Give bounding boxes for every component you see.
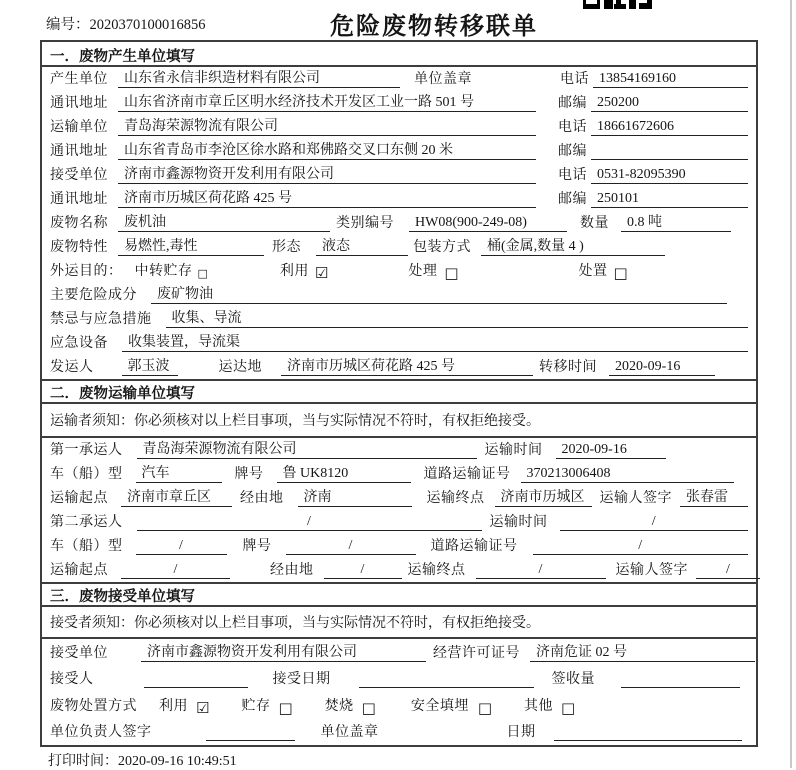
taboo-value: 收集、导流 — [166, 307, 749, 328]
receiver-phone-label: 电话 — [558, 168, 587, 183]
receiver-zip-value: 250101 — [591, 191, 748, 208]
road-permit2-value: / — [533, 538, 749, 555]
section3-header: 三．废物接受单位填写 — [42, 582, 756, 607]
row-acceptor — [42, 666, 756, 693]
transporter-phone-value: 18661672606 — [591, 119, 748, 136]
transfer-time-label: 转移时间 — [539, 360, 597, 375]
row-accept-unit — [42, 639, 756, 666]
purpose-option-treat: 处理 — [408, 264, 438, 279]
vehicle-type1-value: 汽车 — [136, 462, 222, 483]
row-vehicle2 — [42, 534, 756, 558]
waste-name-label: 废物名称 — [50, 216, 108, 231]
business-license-label: 经营许可证号 — [433, 645, 520, 661]
signed-quantity-value — [621, 687, 740, 688]
row-hazard-components — [42, 283, 756, 307]
print-time: 打印时间：2020-09-16 10:49:51 — [48, 754, 237, 769]
accept-date-value — [359, 687, 534, 688]
producer-zip-label: 邮编 — [558, 96, 587, 111]
doc-number-value: 2020370100016856 — [89, 17, 206, 33]
sign-date-value — [554, 740, 742, 741]
equipment-value: 收集装置，导流渠 — [122, 331, 748, 352]
purpose-option-storage: 中转贮存 — [134, 264, 193, 279]
route1-sign-label: 运输人签字 — [599, 491, 672, 506]
unit-seal2-label: 单位盖章 — [320, 725, 379, 740]
transporter-zip-value — [591, 159, 748, 160]
producer-label: 产生单位 — [50, 72, 108, 87]
receiver-value: 济南市鑫源物资开发利用有限公司 — [118, 163, 536, 184]
route2-start-value: / — [121, 562, 230, 579]
page-edge-divider — [790, 0, 792, 768]
form-state-value: 液态 — [316, 235, 408, 256]
transporter-phone-label: 电话 — [558, 120, 587, 135]
quantity-value: 0.8 吨 — [621, 211, 731, 232]
dispatcher-label: 发运人 — [50, 360, 94, 375]
producer-address-label: 通讯地址 — [50, 96, 108, 111]
receiver-notice-text: 接受者须知：你必须核对以上栏目事项，当与实际情况不符时，有权拒绝接受。 — [50, 616, 540, 631]
route2-via-value: / — [324, 562, 402, 579]
row-route1 — [42, 486, 756, 510]
row-first-carrier — [42, 438, 756, 462]
row-producer-address — [42, 91, 756, 115]
receiver-address-value: 济南市历城区荷花路 425 号 — [118, 187, 536, 208]
transfer-form — [40, 40, 758, 747]
transporter-zip-label: 邮编 — [558, 144, 587, 159]
producer-phone-label: 电话 — [560, 72, 589, 87]
hazard-label: 主要危险成分 — [50, 288, 137, 303]
acceptor-value — [144, 687, 248, 688]
route1-end-value: 济南市历城区 — [495, 486, 592, 507]
row-emergency-equipment — [42, 331, 756, 355]
transporter-address-value: 山东省青岛市李沧区徐水路和郑佛路交叉口东侧 20 米 — [118, 139, 536, 160]
route2-end-value: / — [476, 562, 606, 579]
doc-number — [46, 13, 206, 34]
second-carrier-value: / — [137, 514, 482, 531]
plate2-value: / — [286, 538, 416, 555]
row-waste-attributes — [42, 235, 756, 259]
acceptor-label: 接受人 — [50, 672, 94, 687]
row-responsible-signature — [42, 719, 756, 746]
accept-date-label: 接受日期 — [272, 672, 331, 687]
transfer-time-value: 2020-09-16 — [609, 359, 715, 376]
road-permit1-value: 370213006408 — [521, 466, 734, 483]
business-license-value: 济南危证 02 号 — [530, 641, 755, 662]
row-second-carrier — [42, 510, 756, 534]
checkbox-utilize-checked: ☑ — [314, 264, 329, 282]
taboo-label: 禁忌与应急措施 — [50, 312, 152, 327]
receiver-address-label: 通讯地址 — [50, 192, 108, 207]
plate2-label: 牌号 — [242, 539, 272, 554]
row-dispatcher — [42, 355, 756, 379]
purpose-label: 外运目的： — [50, 264, 123, 279]
route2-sign-value: / — [696, 562, 760, 579]
route1-start-value: 济南市章丘区 — [121, 486, 232, 507]
receiver-phone-value: 0531-82095390 — [591, 167, 748, 184]
plate1-value: 鲁 UK8120 — [277, 462, 411, 483]
row-receiver — [42, 163, 756, 187]
waste-name-value: 废机油 — [118, 211, 330, 232]
vehicle-type2-value: / — [136, 538, 227, 555]
checkbox-disposal-store-unchecked: □ — [278, 698, 293, 717]
dispatcher-value: 郭玉波 — [122, 355, 178, 376]
row-disposal-method — [42, 692, 756, 719]
row-vehicle1 — [42, 462, 756, 486]
row-route2 — [42, 558, 756, 582]
first-carrier-value: 青岛海荣源物流有限公司 — [137, 438, 477, 459]
receiver-zip-label: 邮编 — [558, 192, 587, 207]
equipment-label: 应急设备 — [50, 336, 108, 351]
checkbox-disposal-incinerate-unchecked: □ — [361, 698, 376, 717]
transport-time1-label: 运输时间 — [484, 443, 543, 458]
waste-attr-value: 易燃性,毒性 — [118, 235, 264, 256]
route2-sign-label: 运输人签字 — [615, 563, 688, 578]
transport-time2-value: / — [560, 514, 749, 531]
producer-value: 山东省永信非织造材料有限公司 — [118, 67, 400, 88]
plate1-label: 牌号 — [234, 467, 264, 482]
waste-attr-label: 废物特性 — [50, 240, 108, 255]
row-transporter-address — [42, 139, 756, 163]
checkbox-disposal-landfill-unchecked: □ — [477, 698, 493, 717]
receiver-label: 接受单位 — [50, 168, 108, 183]
disposal-option-incinerate: 焚烧 — [324, 698, 354, 714]
checkbox-disposal-other-unchecked: □ — [561, 698, 576, 717]
disposal-method-label: 废物处置方式 — [50, 698, 137, 714]
sign-date-label: 日期 — [506, 725, 536, 740]
receiver-notice — [42, 607, 756, 639]
page-title: 危险废物转移联单 — [330, 13, 538, 40]
route1-sign-value: 张春雷 — [680, 486, 748, 507]
purpose-option-dispose: 处置 — [578, 264, 608, 279]
purpose-option-utilize: 利用 — [279, 264, 309, 279]
responsible-sign-label: 单位负责人签字 — [50, 725, 152, 740]
first-carrier-label: 第一承运人 — [50, 443, 123, 458]
quantity-label: 数量 — [580, 216, 609, 231]
destination-label: 运达地 — [218, 360, 262, 375]
category-code-label: 类别编号 — [336, 216, 394, 231]
second-carrier-label: 第二承运人 — [50, 515, 123, 530]
row-producer — [42, 67, 756, 91]
checkbox-treat-unchecked: □ — [444, 264, 459, 282]
disposal-option-other: 其他 — [524, 698, 554, 714]
vehicle-type2-label: 车（船）型 — [50, 539, 123, 554]
row-waste-name — [42, 211, 756, 235]
row-transfer-purpose — [42, 259, 756, 283]
row-taboo-measures — [42, 307, 756, 331]
signed-quantity-label: 签收量 — [551, 672, 595, 687]
producer-phone-value: 13854169160 — [593, 71, 748, 88]
route1-end-label: 运输终点 — [426, 491, 485, 506]
qr-code-fragment-icon — [583, 0, 653, 9]
packaging-label: 包装方式 — [413, 240, 471, 255]
row-transporter — [42, 115, 756, 139]
route1-via-label: 经由地 — [240, 491, 284, 506]
form-state-label: 形态 — [272, 240, 301, 255]
unit-seal-label: 单位盖章 — [414, 72, 472, 87]
transport-time1-value: 2020-09-16 — [556, 442, 666, 459]
transporter-notice-text: 运输者须知：你必须核对以上栏目事项，当与实际情况不符时，有权拒绝接受。 — [50, 414, 540, 429]
disposal-option-store: 贮存 — [241, 698, 271, 714]
disposal-option-landfill: 安全填埋 — [410, 698, 469, 714]
producer-address-value: 山东省济南市章丘区明水经济技术开发区工业一路 501 号 — [118, 91, 536, 112]
responsible-sign-value — [206, 740, 295, 741]
route2-end-label: 运输终点 — [407, 563, 466, 578]
row-receiver-address — [42, 187, 756, 211]
route1-via-value: 济南 — [298, 486, 412, 507]
section1-header: 一．废物产生单位填写 — [42, 42, 756, 67]
transporter-label: 运输单位 — [50, 120, 108, 135]
vehicle-type1-label: 车（船）型 — [50, 467, 123, 482]
transporter-address-label: 通讯地址 — [50, 144, 108, 159]
checkbox-disposal-utilize-checked: ☑ — [196, 698, 210, 717]
hazard-value: 废矿物油 — [151, 283, 727, 304]
route1-start-label: 运输起点 — [50, 491, 108, 506]
packaging-value: 桶(金属,数量 4 ) — [481, 235, 665, 256]
checkbox-dispose-unchecked: □ — [613, 264, 628, 282]
road-permit2-label: 道路运输证号 — [430, 539, 518, 554]
transport-time2-label: 运输时间 — [489, 515, 548, 530]
disposal-option-utilize: 利用 — [159, 698, 188, 714]
transporter-notice — [42, 404, 756, 438]
doc-number-label: 编号： — [46, 17, 90, 33]
route2-start-label: 运输起点 — [50, 563, 108, 578]
producer-zip-value: 250200 — [591, 95, 748, 112]
destination-value: 济南市历城区荷花路 425 号 — [281, 355, 533, 376]
section2-header: 二．废物运输单位填写 — [42, 379, 756, 404]
route2-via-label: 经由地 — [270, 563, 314, 578]
category-code-value: HW08(900-249-08) — [409, 215, 567, 232]
accept-unit-value: 济南市鑫源物资开发利用有限公司 — [141, 641, 426, 662]
accept-unit-label: 接受单位 — [50, 645, 108, 661]
transporter-value: 青岛海荣源物流有限公司 — [118, 115, 536, 136]
road-permit1-label: 道路运输证号 — [423, 467, 511, 482]
checkbox-storage-unchecked: □ — [197, 267, 208, 280]
